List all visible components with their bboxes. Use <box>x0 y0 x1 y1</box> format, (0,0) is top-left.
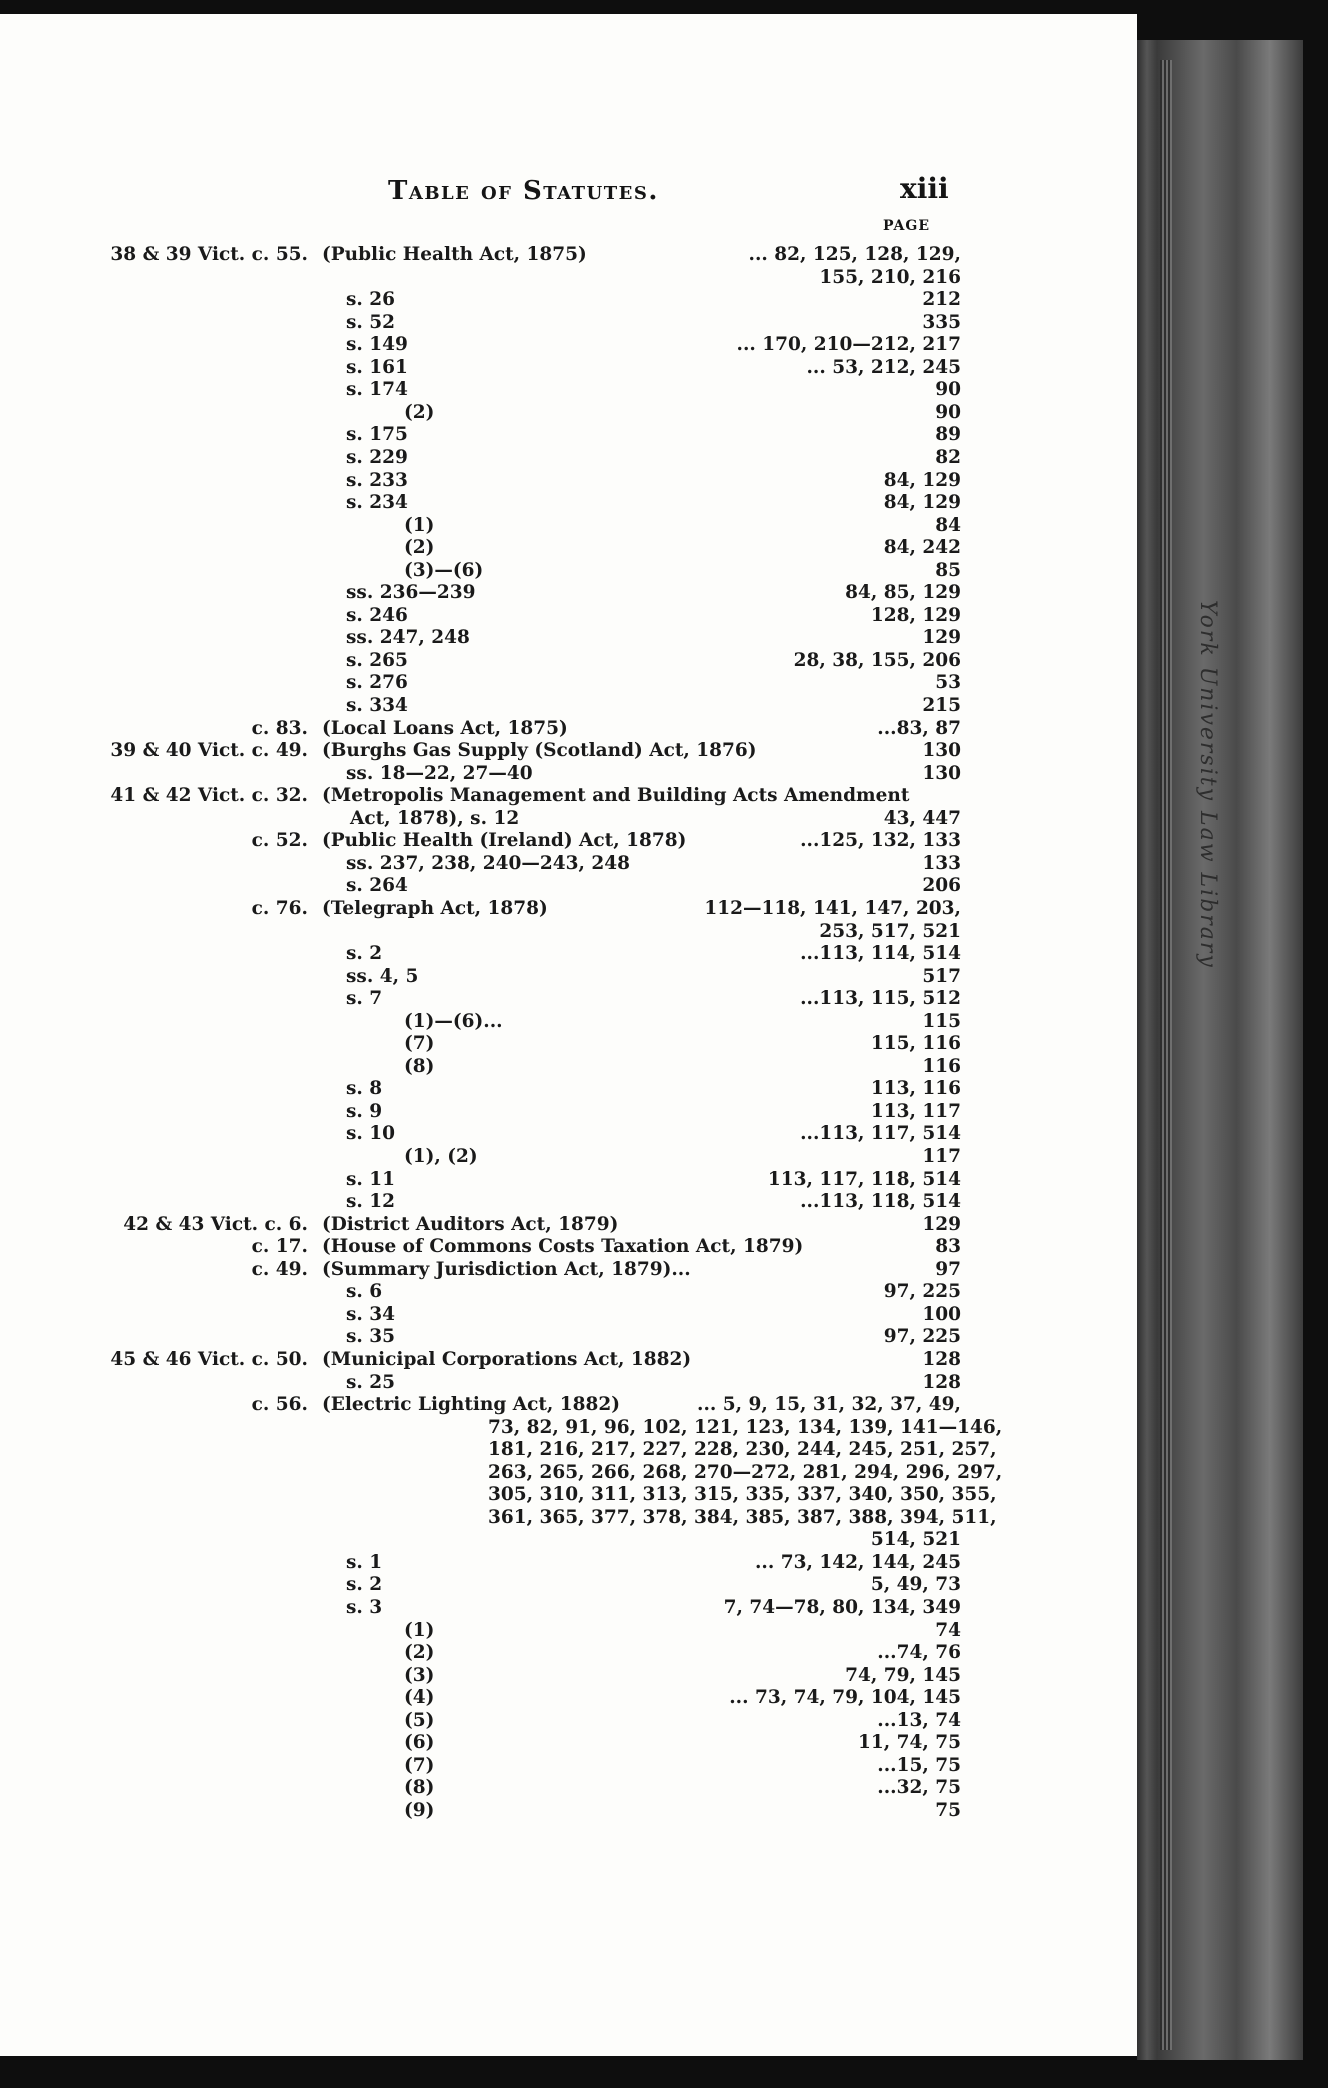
section-label: s. 265 <box>346 649 408 671</box>
table-row <box>0 988 1137 1011</box>
page-list-continued: 305, 310, 311, 313, 315, 335, 337, 340, 350, 355, <box>488 1484 997 1506</box>
table-row <box>0 470 1137 493</box>
table-row <box>0 515 1137 538</box>
table-row <box>0 537 1137 560</box>
section-label: ss. 18—22, 27—40 <box>346 762 533 784</box>
table-row <box>0 1101 1137 1124</box>
table-row <box>0 853 1137 876</box>
page-references: 129 <box>922 627 961 649</box>
page-references: 89 <box>935 424 961 446</box>
page-references: 7, 74—78, 80, 134, 349 <box>723 1597 961 1618</box>
statute-citation: 45 & 46 Vict. c. 50. <box>110 1348 308 1370</box>
subsection-label: (2) <box>404 1642 435 1664</box>
section-label: s. 26 <box>346 289 396 311</box>
table-row <box>0 763 1137 786</box>
table-row <box>0 1394 1137 1417</box>
page-references: 11, 74, 75 <box>858 1732 961 1754</box>
table-row <box>0 1214 1137 1237</box>
subsection-label: (4) <box>404 1687 435 1709</box>
statute-citation: 38 & 39 Vict. c. 55. <box>110 244 308 265</box>
section-label: s. 9 <box>346 1100 383 1122</box>
table-row <box>0 1011 1137 1034</box>
section-label: s. 35 <box>346 1326 396 1348</box>
table-row <box>0 1484 1137 1507</box>
page-references: 84, 85, 129 <box>845 582 961 604</box>
section-label: s. 149 <box>346 334 408 356</box>
section-label: s. 12 <box>346 1191 396 1213</box>
page-references: 83 <box>935 1236 961 1258</box>
subsection-label: (8) <box>404 1777 435 1799</box>
table-row <box>0 1529 1137 1552</box>
page-references: 112—118, 141, 147, 203, <box>704 897 961 919</box>
table-row <box>0 1620 1137 1643</box>
section-label: s. 229 <box>346 446 408 468</box>
act-title: (Metropolis Management and Building Acts Amendment <box>322 785 910 807</box>
act-title: (Summary Jurisdiction Act, 1879)... <box>322 1258 691 1280</box>
section-label: s. 3 <box>346 1597 383 1618</box>
table-row <box>0 1191 1137 1214</box>
page-references: 84, 129 <box>883 492 961 514</box>
page-references: 113, 117 <box>870 1100 961 1122</box>
page-references: ...83, 87 <box>877 717 961 739</box>
section-label: s. 34 <box>346 1303 396 1325</box>
statute-citation: c. 56. <box>251 1394 308 1416</box>
subsection-label: (7) <box>404 1033 435 1055</box>
table-row <box>0 447 1137 470</box>
section-label: s. 10 <box>346 1123 396 1145</box>
section-label: s. 25 <box>346 1371 396 1393</box>
table-row <box>0 1033 1137 1056</box>
page-references: 117 <box>922 1146 961 1167</box>
statute-citation: c. 49. <box>251 1258 308 1280</box>
statute-citation: 39 & 40 Vict. c. 49. <box>110 740 308 762</box>
section-label: s. 246 <box>346 604 408 626</box>
act-title: (Local Loans Act, 1875) <box>322 717 568 739</box>
section-label: s. 6 <box>346 1281 383 1303</box>
page-list-continued: 73, 82, 91, 96, 102, 121, 123, 134, 139, 141—146, <box>488 1416 1003 1438</box>
table-row <box>0 650 1137 673</box>
page-references: ...74, 76 <box>877 1642 961 1664</box>
table-row <box>0 334 1137 357</box>
table-row <box>0 289 1137 312</box>
table-row <box>0 605 1137 628</box>
table-row <box>0 357 1137 380</box>
table-row <box>0 718 1137 741</box>
table-row <box>0 1732 1137 1755</box>
page-references: ...113, 117, 514 <box>800 1123 961 1145</box>
subsection-label: (7) <box>404 1754 435 1776</box>
statute-citation: 41 & 42 Vict. c. 32. <box>110 785 308 807</box>
table-row <box>0 672 1137 695</box>
page-references: ... 82, 125, 128, 129, <box>748 244 961 265</box>
page-references: ...113, 118, 514 <box>800 1191 961 1213</box>
statute-citation: c. 76. <box>251 897 308 919</box>
table-row <box>0 808 1137 831</box>
section-label: s. 233 <box>346 469 408 491</box>
table-row <box>0 1777 1137 1800</box>
table-row <box>0 695 1137 718</box>
page-references: 206 <box>922 875 961 897</box>
section-label: s. 334 <box>346 695 408 716</box>
subsection-label: (1), (2) <box>404 1146 478 1167</box>
section-label: s. 52 <box>346 311 396 333</box>
subsection-label: (2) <box>404 537 435 559</box>
page-references: 115 <box>922 1010 961 1032</box>
page-references: 5, 49, 73 <box>870 1574 961 1596</box>
page-references: ...125, 132, 133 <box>800 830 961 852</box>
table-row <box>0 582 1137 605</box>
subsection-label: (1)—(6)... <box>404 1010 503 1032</box>
page-references: 113, 116 <box>870 1078 961 1100</box>
page-references: 43, 447 <box>883 807 961 829</box>
table-row <box>0 267 1137 290</box>
page-references: ... 73, 142, 144, 245 <box>754 1551 961 1573</box>
table-row <box>0 424 1137 447</box>
page-references: 517 <box>922 965 961 987</box>
page-references: 128, 129 <box>870 604 961 626</box>
statute-citation: c. 52. <box>251 830 308 852</box>
page-references: ...15, 75 <box>877 1754 961 1776</box>
table-row <box>0 1326 1137 1349</box>
page-references: 84 <box>935 514 961 536</box>
subsection-label: (1) <box>404 514 435 536</box>
section-label: s. 2 <box>346 1574 383 1596</box>
page-references: 82 <box>935 446 961 468</box>
page-references: 75 <box>935 1799 961 1821</box>
page-references: 130 <box>922 762 961 784</box>
table-row <box>0 830 1137 853</box>
section-label: s. 234 <box>346 492 408 514</box>
page-references: 129 <box>922 1213 961 1235</box>
page-references: ...113, 115, 512 <box>800 988 961 1010</box>
section-label: s. 264 <box>346 875 408 897</box>
table-row <box>0 943 1137 966</box>
page-edge-stripes <box>1160 60 1172 2050</box>
statute-citation: 42 & 43 Vict. c. 6. <box>123 1213 308 1235</box>
table-row <box>0 1552 1137 1575</box>
page-references: 115, 116 <box>870 1033 961 1055</box>
act-title: (House of Commons Costs Taxation Act, 1879) <box>322 1236 804 1258</box>
subsection-label: (5) <box>404 1709 435 1731</box>
statute-citation: c. 83. <box>251 717 308 739</box>
page-references: 113, 117, 118, 514 <box>767 1168 961 1190</box>
page-references: 128 <box>922 1371 961 1393</box>
act-title: (Public Health (Ireland) Act, 1878) <box>322 830 687 852</box>
page-references: 53 <box>935 672 961 694</box>
page-references: ... 53, 212, 245 <box>806 356 961 378</box>
page-list-continued: 181, 216, 217, 227, 228, 230, 244, 245, 251, 257, <box>488 1439 997 1461</box>
section-label: ss. 236—239 <box>346 582 476 604</box>
table-row <box>0 1462 1137 1485</box>
table-row <box>0 1281 1137 1304</box>
page-column-heading: PAGE <box>883 218 930 234</box>
spine-text: York University Law Library <box>1195 600 1220 969</box>
page-references: 90 <box>935 379 961 401</box>
section-label: s. 8 <box>346 1078 383 1100</box>
page-references: ... 5, 9, 15, 31, 32, 37, 49, <box>697 1394 961 1416</box>
page-references: 212 <box>922 289 961 311</box>
table-row <box>0 1078 1137 1101</box>
page-references: 130 <box>922 740 961 762</box>
act-title: (Burghs Gas Supply (Scotland) Act, 1876) <box>322 740 757 762</box>
section-label: ss. 247, 248 <box>346 627 470 649</box>
subsection-label: (2) <box>404 401 435 423</box>
table-row <box>0 1372 1137 1395</box>
table-row <box>0 492 1137 515</box>
table-row <box>0 560 1137 583</box>
page-references: 84, 242 <box>883 537 961 559</box>
subsection-label: (3)—(6) <box>404 559 484 581</box>
table-row <box>0 402 1137 425</box>
page-references: 84, 129 <box>883 469 961 491</box>
page-number: xiii <box>900 172 949 205</box>
subsection-label: (6) <box>404 1732 435 1754</box>
section-label: s. 7 <box>346 988 383 1010</box>
page-references: 97, 225 <box>883 1326 961 1348</box>
subsection-label: (8) <box>404 1055 435 1077</box>
table-row <box>0 627 1137 650</box>
page-references: 253, 517, 521 <box>819 920 961 942</box>
page-references: 514, 521 <box>870 1529 961 1551</box>
table-row <box>0 1597 1137 1620</box>
table-row <box>0 1642 1137 1665</box>
page-references: 335 <box>922 311 961 333</box>
page-references: 28, 38, 155, 206 <box>793 649 961 671</box>
table-row <box>0 921 1137 944</box>
table-row <box>0 1349 1137 1372</box>
page-references: 215 <box>922 695 961 716</box>
table-row <box>0 1123 1137 1146</box>
table-row <box>0 1259 1137 1282</box>
table-row <box>0 1507 1137 1530</box>
table-row <box>0 1710 1137 1733</box>
page-references: ... 170, 210—212, 217 <box>736 334 961 356</box>
table-row <box>0 1417 1137 1440</box>
page-references: 74, 79, 145 <box>845 1664 961 1686</box>
section-label: s. 2 <box>346 943 383 965</box>
table-row <box>0 1236 1137 1259</box>
section-label: s. 11 <box>346 1168 396 1190</box>
page-references: 100 <box>922 1303 961 1325</box>
table-row <box>0 966 1137 989</box>
table-row <box>0 312 1137 335</box>
act-title: (Municipal Corporations Act, 1882) <box>322 1348 692 1370</box>
table-row <box>0 875 1137 898</box>
section-label: ss. 4, 5 <box>346 965 419 987</box>
table-row <box>0 379 1137 402</box>
page-references: ... 73, 74, 79, 104, 145 <box>729 1687 961 1709</box>
table-row <box>0 785 1137 808</box>
table-row <box>0 1439 1137 1462</box>
page-references: 133 <box>922 852 961 874</box>
table-row <box>0 1304 1137 1327</box>
running-title: Table of Statutes. <box>388 176 659 206</box>
table-row <box>0 1800 1137 1823</box>
act-title: (Public Health Act, 1875) <box>322 244 587 265</box>
section-label: s. 174 <box>346 379 408 401</box>
page-references: 116 <box>922 1055 961 1077</box>
page-references: 90 <box>935 401 961 423</box>
table-row <box>0 1056 1137 1079</box>
statute-citation: c. 17. <box>251 1236 308 1258</box>
table-row <box>0 740 1137 763</box>
table-row <box>0 1169 1137 1192</box>
section-label: s. 1 <box>346 1551 383 1573</box>
page-references: ...113, 114, 514 <box>800 943 961 965</box>
page-list-continued: 361, 365, 377, 378, 384, 385, 387, 388, 394, 511, <box>488 1506 997 1528</box>
act-title-continued: Act, 1878), s. 12 <box>350 807 520 829</box>
table-row <box>0 1755 1137 1778</box>
table-row <box>0 244 1137 267</box>
section-label: s. 161 <box>346 356 408 378</box>
page-references: 155, 210, 216 <box>819 266 961 288</box>
page-list-continued: 263, 265, 266, 268, 270—272, 281, 294, 296, 297, <box>488 1461 1003 1483</box>
page-references: 85 <box>935 559 961 581</box>
table-row <box>0 1687 1137 1710</box>
subsection-label: (9) <box>404 1799 435 1821</box>
page-references: 97 <box>935 1258 961 1280</box>
page-references: 128 <box>922 1348 961 1370</box>
table-row <box>0 1146 1137 1169</box>
act-title: (Electric Lighting Act, 1882) <box>322 1394 621 1416</box>
page-references: ...32, 75 <box>877 1777 961 1799</box>
table-row <box>0 898 1137 921</box>
page-references: ...13, 74 <box>877 1709 961 1731</box>
table-row <box>0 1665 1137 1688</box>
table-row <box>0 1574 1137 1597</box>
page-references: 97, 225 <box>883 1281 961 1303</box>
act-title: (Telegraph Act, 1878) <box>322 897 548 919</box>
section-label: s. 276 <box>346 672 408 694</box>
subsection-label: (3) <box>404 1664 435 1686</box>
page-references: 74 <box>935 1619 961 1641</box>
subsection-label: (1) <box>404 1619 435 1641</box>
act-title: (District Auditors Act, 1879) <box>322 1213 619 1235</box>
section-label: s. 175 <box>346 424 408 446</box>
section-label: ss. 237, 238, 240—243, 248 <box>346 852 630 874</box>
